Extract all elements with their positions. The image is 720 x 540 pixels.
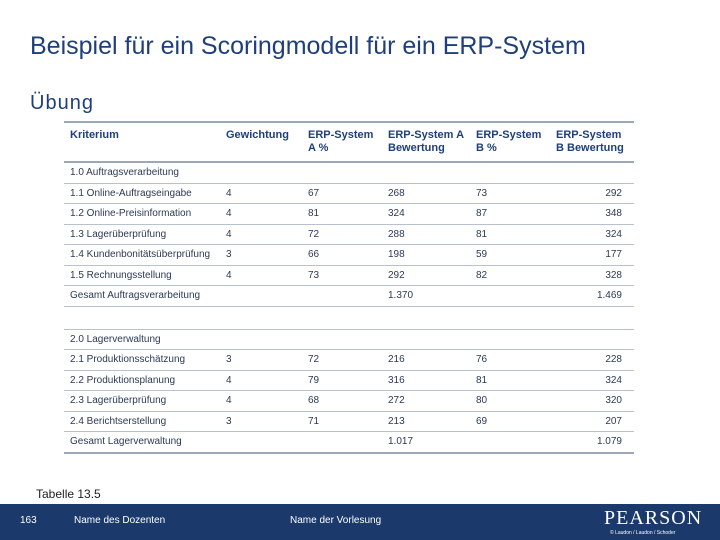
header-a-bewertung: ERP-System A Bewertung [382,122,470,162]
cell-value: 87 [470,204,550,225]
cell-kriterium: 1.0 Auftragsverarbeitung [64,162,220,183]
cell-value: 81 [470,370,550,391]
cell-value [470,306,550,329]
cell-value: 288 [382,224,470,245]
cell-value: 4 [220,204,302,225]
cell-value: 76 [470,350,550,371]
cell-kriterium [64,306,220,329]
cell-kriterium: 1.2 Online-Preisinformation [64,204,220,225]
table-row [64,286,634,307]
cell-kriterium: 1.5 Rechnungsstellung [64,265,220,286]
cell-value: 4 [220,224,302,245]
cell-value: 3 [220,245,302,266]
table-row [64,265,634,286]
cell-value [382,306,470,329]
slide-title: Beispiel für ein Scoringmodell für ein ERP-System [30,32,586,60]
cell-value [382,329,470,350]
cell-value: 324 [550,370,634,391]
cell-value: 4 [220,265,302,286]
header-b-percent: ERP-System B % [470,122,550,162]
cell-value [302,306,382,329]
cell-value: 268 [382,183,470,204]
cell-value: 320 [550,391,634,412]
cell-kriterium: 2.3 Lagerüberprüfung [64,391,220,412]
cell-value: 81 [302,204,382,225]
cell-value [220,286,302,307]
cell-value: 1.469 [550,286,634,307]
cell-kriterium: 1.4 Kundenbonitätsüberprüfung [64,245,220,266]
cell-value: 69 [470,411,550,432]
cell-value: 348 [550,204,634,225]
cell-value: 324 [550,224,634,245]
cell-value [302,162,382,183]
cell-value: 1.370 [382,286,470,307]
table-row [64,391,634,412]
cell-value [470,162,550,183]
cell-value: 4 [220,183,302,204]
cell-kriterium: 1.1 Online-Auftragseingabe [64,183,220,204]
table-row [64,432,634,453]
cell-value: 66 [302,245,382,266]
cell-value [382,162,470,183]
cell-value: 72 [302,350,382,371]
table-row [64,350,634,371]
cell-value: 328 [550,265,634,286]
header-a-percent: ERP-System A % [302,122,382,162]
cell-value: 73 [470,183,550,204]
cell-value: 68 [302,391,382,412]
table-caption: Tabelle 13.5 [36,487,101,501]
table-row [64,329,634,350]
table-header-row [64,122,634,162]
header-gewichtung: Gewichtung [220,122,302,162]
cell-value: 292 [382,265,470,286]
cell-value: 80 [470,391,550,412]
cell-value [470,432,550,453]
cell-value: 59 [470,245,550,266]
cell-value [550,162,634,183]
table-row [64,183,634,204]
cell-value: 82 [470,265,550,286]
cell-value: 198 [382,245,470,266]
header-b-bewertung: ERP-System B Bewertung [550,122,634,162]
cell-value: 4 [220,370,302,391]
cell-value [220,329,302,350]
footer-bar [0,504,720,540]
cell-value [302,329,382,350]
table-row [64,370,634,391]
table-row [64,204,634,225]
cell-kriterium: 2.2 Produktionsplanung [64,370,220,391]
cell-value [220,306,302,329]
cell-value [220,432,302,453]
cell-value [220,162,302,183]
cell-value: 1.079 [550,432,634,453]
cell-value: 272 [382,391,470,412]
copyright: © Laudon / Laudon / Schoder [610,530,676,536]
cell-value: 316 [382,370,470,391]
table-row [64,162,634,183]
cell-kriterium: 2.1 Produktionsschätzung [64,350,220,371]
cell-value [470,286,550,307]
cell-kriterium: 2.0 Lagerverwaltung [64,329,220,350]
cell-value: 324 [382,204,470,225]
slide-subtitle: Übung [30,92,94,114]
table-row [64,306,634,329]
table-row [64,224,634,245]
page-number: 163 [20,515,37,526]
cell-value: 79 [302,370,382,391]
pearson-logo: PEARSON [604,507,703,529]
cell-value: 3 [220,411,302,432]
cell-value: 207 [550,411,634,432]
cell-value: 213 [382,411,470,432]
cell-value [550,306,634,329]
cell-value: 177 [550,245,634,266]
table-row [64,411,634,432]
cell-kriterium: 2.4 Berichtserstellung [64,411,220,432]
cell-kriterium: 1.3 Lagerüberprüfung [64,224,220,245]
cell-value: 73 [302,265,382,286]
cell-value: 1.017 [382,432,470,453]
cell-kriterium: Gesamt Lagerverwaltung [64,432,220,453]
cell-kriterium: Gesamt Auftragsverarbeitung [64,286,220,307]
cell-value: 72 [302,224,382,245]
cell-value [550,329,634,350]
cell-value: 71 [302,411,382,432]
cell-value: 81 [470,224,550,245]
cell-value [302,286,382,307]
table-row [64,245,634,266]
cell-value: 4 [220,391,302,412]
cell-value: 3 [220,350,302,371]
cell-value [302,432,382,453]
header-kriterium: Kriterium [64,122,220,162]
lecturer-name: Name des Dozenten [74,515,166,526]
cell-value: 67 [302,183,382,204]
cell-value: 216 [382,350,470,371]
cell-value [470,329,550,350]
cell-value: 228 [550,350,634,371]
cell-value: 292 [550,183,634,204]
lecture-name: Name der Vorlesung [290,515,382,526]
scoring-table [64,121,634,454]
